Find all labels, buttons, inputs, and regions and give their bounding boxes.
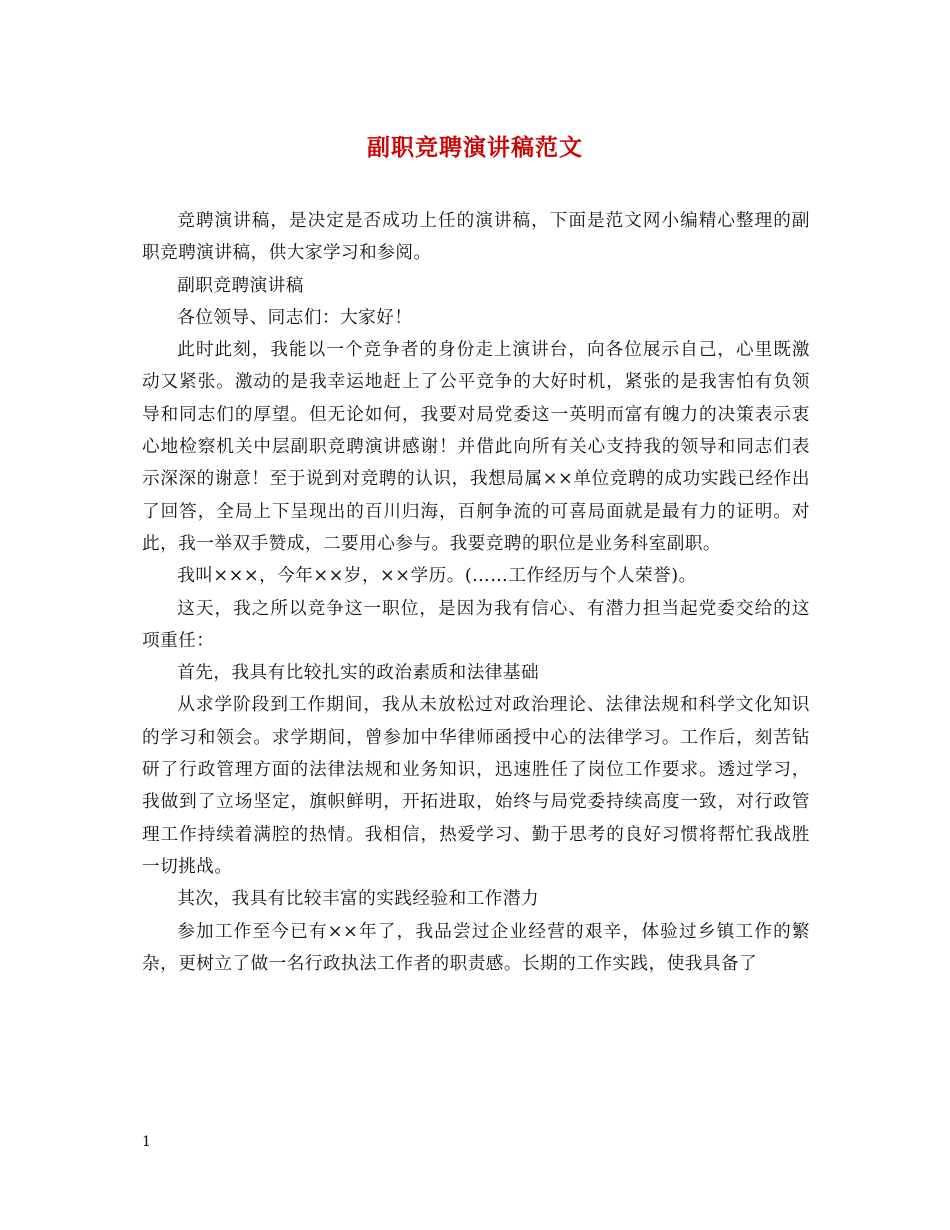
intro-paragraph: 竞聘演讲稿，是决定是否成功上任的演讲稿，下面是范文网小编精心整理的副职竞聘演讲稿，供大家学习和参阅。	[142, 211, 810, 264]
body-paragraph: 这天，我之所以竞争这一职位，是因为我有信心、有潜力担当起党委交给的这项重任：	[142, 598, 810, 651]
section-heading: 首先，我具有比较扎实的政治素质和法律基础	[177, 663, 540, 684]
body-paragraph: 从求学阶段到工作期间，我从未放松过对政治理论、法律法规和科学文化知识的学习和领会。求学期间，曾参加中华律师函授中心的法律学习。工作后，刻苦钻研了行政管理方面的法律法规和业务知识，迅速胜任了岗位工作要求。透过学习，我做到了立场坚定，旗帜鲜明，开拓进取，始终与局党委持续高度一致，对行政管理工作持续着满腔的热情。我相信，热爱学习、勤于思考的良好习惯将帮忙我战胜一切挑战。	[142, 695, 810, 877]
speech-heading: 副职竞聘演讲稿	[177, 275, 304, 296]
document-body	[142, 205, 810, 980]
document-title: 副职竞聘演讲稿范文	[367, 134, 583, 161]
body-paragraph: 参加工作至今已有××年了，我品尝过企业经营的艰辛，体验过乡镇工作的繁杂，更树立了做一名行政执法工作者的职责感。长期的工作实践，使我具备了	[142, 921, 810, 974]
greeting-paragraph: 各位领导、同志们：大家好！	[177, 307, 413, 328]
page-number: 1	[142, 1134, 151, 1150]
body-paragraph: 我叫×××，今年××岁，××学历。(……工作经历与个人荣誉)。	[177, 566, 697, 587]
section-heading: 其次，我具有比较丰富的实践经验和工作潜力	[177, 889, 540, 910]
body-paragraph: 此时此刻，我能以一个竞争者的身份走上演讲台，向各位展示自己，心里既激动又紧张。激动的是我幸运地赶上了公平竞争的大好时机，紧张的是我害怕有负领导和同志们的厚望。但无论如何，我要对局党委这一英明而富有魄力的决策表示衷心地检察机关中层副职竞聘演讲感谢！并借此向所有关心支持我的领导和同志们表示深深的谢意！至于说到对竞聘的认识，我想局属××单位竞聘的成功实践已经作出了回答，全局上下呈现出的百川归海，百舸争流的可喜局面就是最有力的证明。对此，我一举双手赞成，二要用心参与。我要竞聘的职位是业务科室副职。	[142, 340, 810, 554]
